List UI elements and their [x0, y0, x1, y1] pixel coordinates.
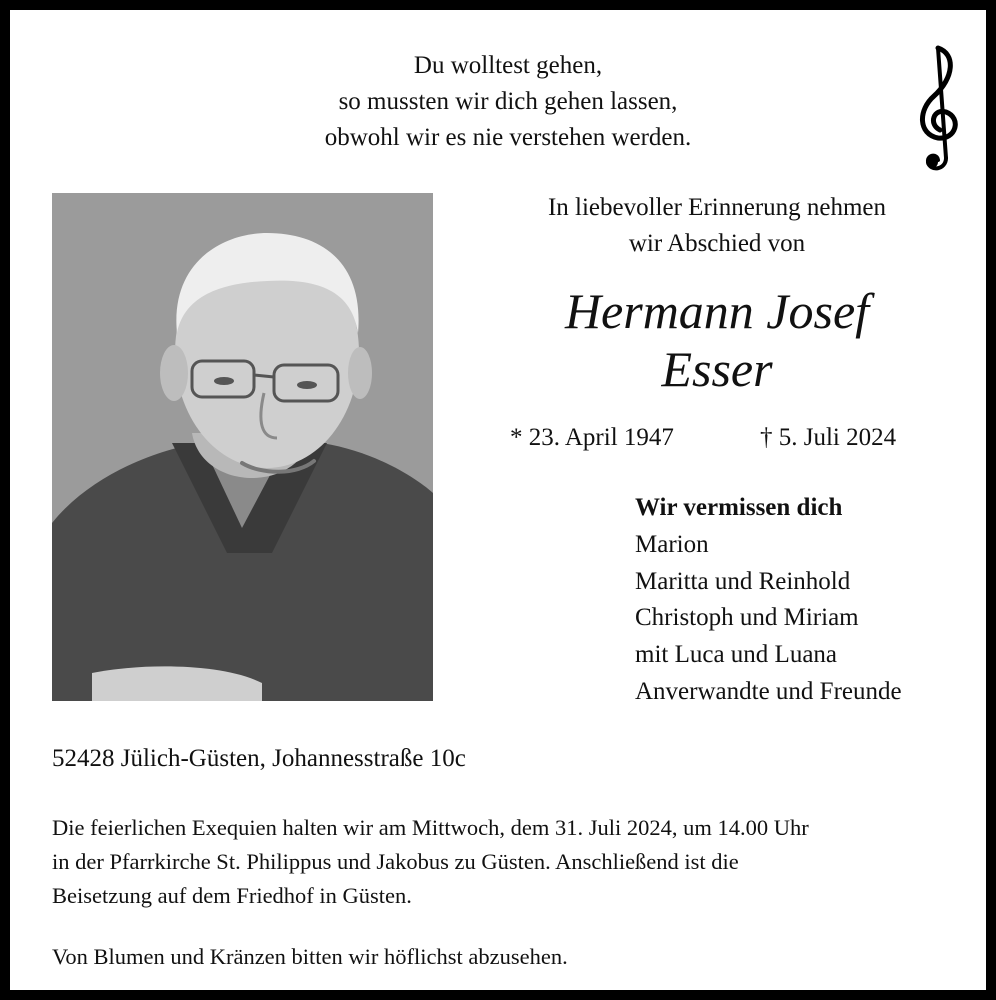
- address: 52428 Jülich-Güsten, Johannesstraße 10c: [52, 745, 466, 772]
- service-line-2: in der Pfarrkirche St. Philippus und Jakobus zu Güsten. Anschließend ist die: [52, 849, 739, 874]
- death-date: † 5. Juli 2024: [760, 424, 897, 451]
- intro-line-2: wir Abschied von: [628, 230, 806, 257]
- poem-line-1: Du wolltest gehen,: [413, 52, 603, 79]
- intro-text: [480, 190, 954, 262]
- deceased-last-name: Esser: [661, 341, 773, 397]
- birth-date: * 23. April 1947: [510, 424, 674, 451]
- intro-line-1: In liebevoller Erinnerung nehmen: [547, 194, 887, 221]
- mourners-heading: Wir vermissen dich: [635, 494, 843, 521]
- poem: [210, 48, 806, 156]
- flowers-notice: Von Blumen und Kränzen bitten wir höflichst abzusehen.: [52, 944, 568, 969]
- treble-clef-icon: [910, 38, 970, 178]
- mourner-name: mit Luca und Luana: [635, 641, 838, 669]
- mourner-name: Christoph und Miriam: [635, 604, 859, 632]
- poem-line-3: obwohl wir es nie verstehen werden.: [324, 124, 692, 151]
- portrait-photo: [52, 193, 433, 701]
- service-line-1: Die feierlichen Exequien halten wir am Mittwoch, dem 31. Juli 2024, um 14.00 Uhr: [52, 815, 809, 840]
- service-notice: [52, 811, 962, 913]
- mourner-name: Anverwandte und Freunde: [635, 677, 902, 705]
- poem-line-2: so mussten wir dich gehen lassen,: [338, 88, 678, 115]
- mourner-name: Maritta und Reinhold: [635, 567, 851, 595]
- deceased-name: [480, 282, 954, 398]
- mourner-name: Marion: [635, 530, 709, 558]
- service-line-3: Beisetzung auf dem Friedhof in Güsten.: [52, 883, 412, 908]
- deceased-first-name: Hermann Josef: [564, 283, 870, 339]
- mourners-list: [635, 490, 902, 711]
